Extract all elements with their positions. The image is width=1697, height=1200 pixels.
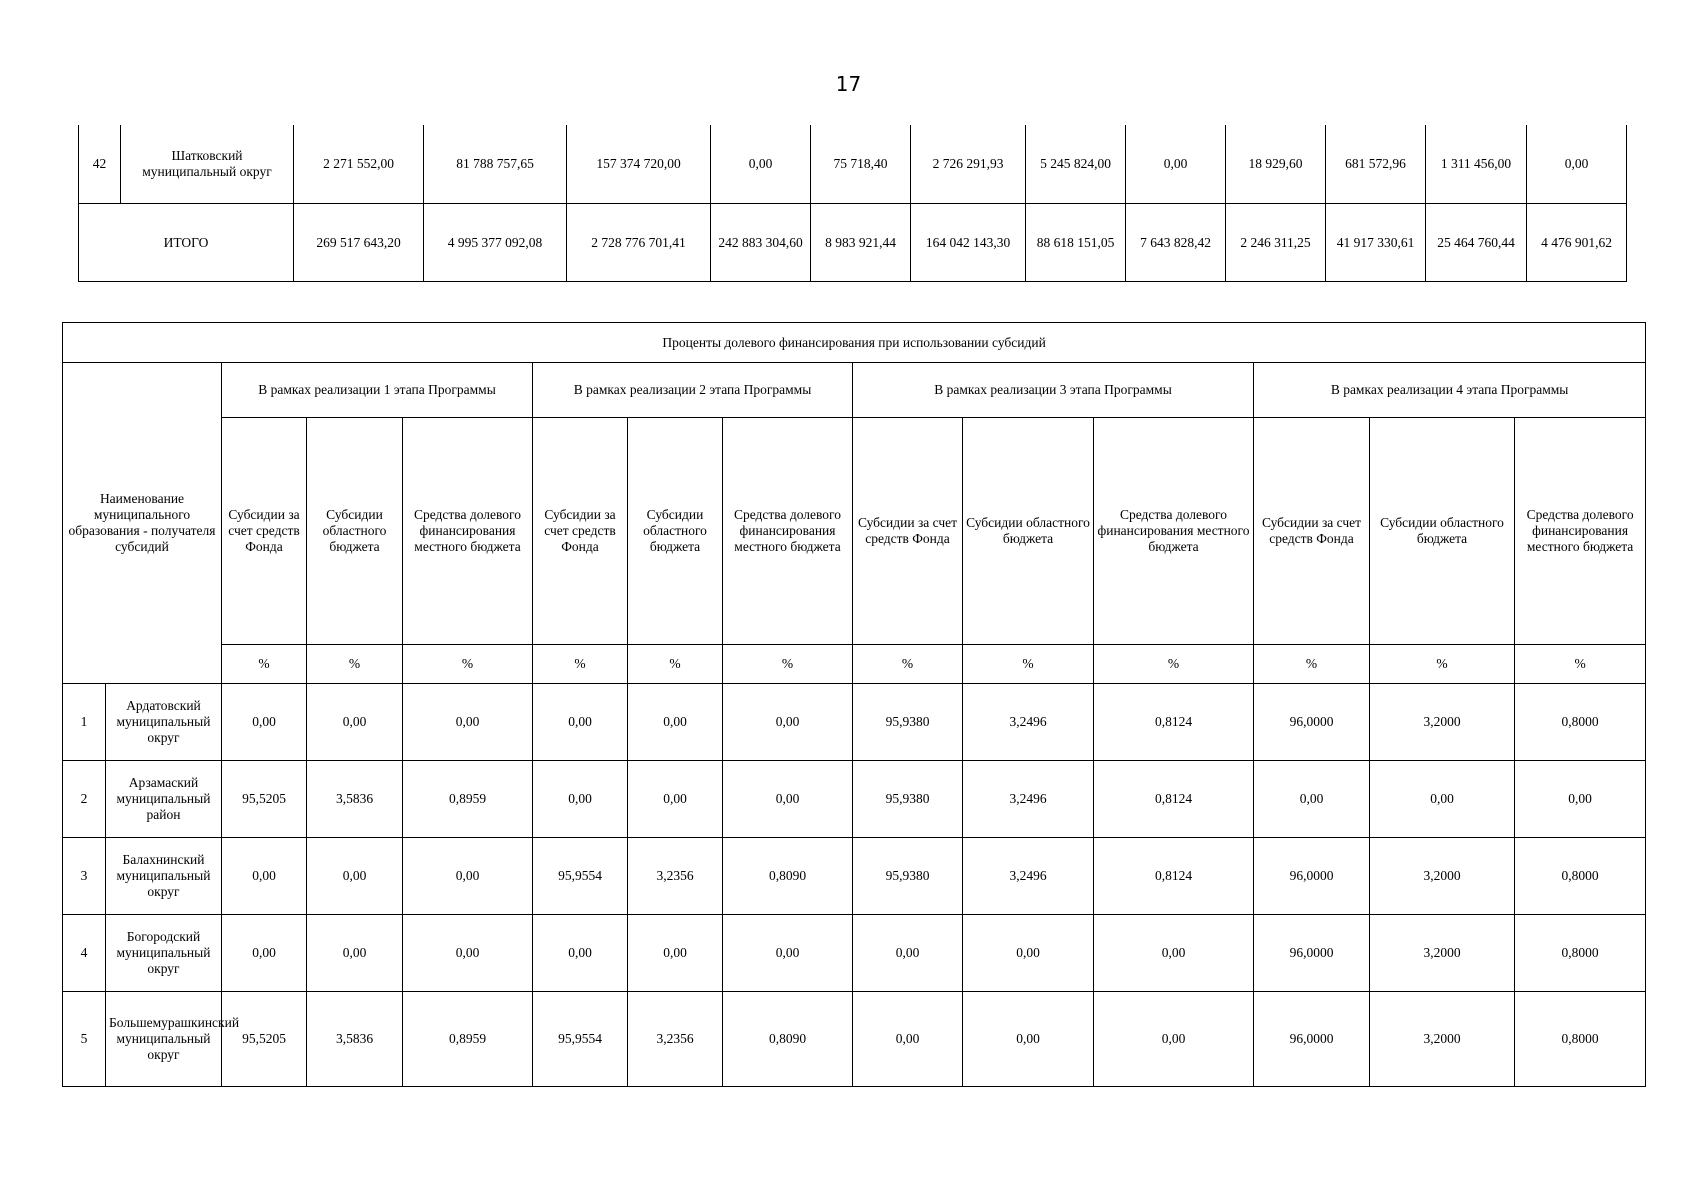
column-header: Средства долевого финансирования местного бюджета bbox=[403, 418, 533, 645]
column-header: Субсидии за счет средств Фонда bbox=[222, 418, 307, 645]
column-header: Субсидии областного бюджета bbox=[1370, 418, 1515, 645]
unit-header: % bbox=[1515, 645, 1646, 684]
cell: 0,00 bbox=[1515, 761, 1646, 838]
cell: 0,00 bbox=[307, 838, 403, 915]
cell: 681 572,96 bbox=[1326, 125, 1426, 204]
unit-header: % bbox=[533, 645, 628, 684]
cell: 164 042 143,30 bbox=[911, 204, 1026, 282]
unit-header: % bbox=[1254, 645, 1370, 684]
cell: 3,2496 bbox=[963, 838, 1094, 915]
stage-header: В рамках реализации 1 этапа Программы bbox=[222, 363, 533, 418]
cell: 0,8959 bbox=[403, 761, 533, 838]
cell: 3,2356 bbox=[628, 838, 723, 915]
table-row bbox=[63, 915, 1646, 992]
cell: 95,5205 bbox=[222, 992, 307, 1087]
cell: 4 995 377 092,08 bbox=[424, 204, 567, 282]
cell: 4 476 901,62 bbox=[1527, 204, 1627, 282]
stage-header: В рамках реализации 3 этапа Программы bbox=[853, 363, 1254, 418]
cell: 3,5836 bbox=[307, 992, 403, 1087]
page-number: 17 bbox=[835, 72, 862, 96]
cell: 0,8959 bbox=[403, 992, 533, 1087]
cell: 96,0000 bbox=[1254, 992, 1370, 1087]
cell: 0,00 bbox=[628, 761, 723, 838]
cell: 81 788 757,65 bbox=[424, 125, 567, 204]
cell: 0,00 bbox=[628, 915, 723, 992]
cell: 3,2496 bbox=[963, 684, 1094, 761]
municipality-name: Богородский муниципальный округ bbox=[106, 915, 222, 992]
cell: 0,00 bbox=[307, 684, 403, 761]
cell: 0,00 bbox=[307, 915, 403, 992]
cell: 25 464 760,44 bbox=[1426, 204, 1527, 282]
summary-table bbox=[78, 125, 1627, 282]
cell: 0,00 bbox=[723, 761, 853, 838]
cell: 0,8000 bbox=[1515, 684, 1646, 761]
table-title: Проценты долевого финансирования при использовании субсидий bbox=[63, 323, 1646, 363]
cell: 3,2000 bbox=[1370, 915, 1515, 992]
cell: 0,00 bbox=[1094, 992, 1254, 1087]
cell: 0,00 bbox=[533, 684, 628, 761]
column-header: Субсидии за счет средств Фонда bbox=[853, 418, 963, 645]
cell: 0,00 bbox=[403, 915, 533, 992]
stage-header: В рамках реализации 4 этапа Программы bbox=[1254, 363, 1646, 418]
cell: 0,8124 bbox=[1094, 838, 1254, 915]
row-number: 42 bbox=[79, 125, 121, 204]
cell: 95,9554 bbox=[533, 992, 628, 1087]
cell: 0,00 bbox=[1126, 125, 1226, 204]
cell: 0,00 bbox=[853, 915, 963, 992]
cell: 0,8090 bbox=[723, 838, 853, 915]
cell: 242 883 304,60 bbox=[711, 204, 811, 282]
cell: 88 618 151,05 bbox=[1026, 204, 1126, 282]
cell: 75 718,40 bbox=[811, 125, 911, 204]
cell: 0,00 bbox=[963, 915, 1094, 992]
unit-header: % bbox=[963, 645, 1094, 684]
column-header: Средства долевого финансирования местного бюджета bbox=[723, 418, 853, 645]
cell: 0,00 bbox=[533, 915, 628, 992]
total-row bbox=[79, 204, 1627, 282]
cell: 96,0000 bbox=[1254, 684, 1370, 761]
column-header: Субсидии областного бюджета bbox=[963, 418, 1094, 645]
municipality-name: Шатковский муниципальный округ bbox=[121, 125, 294, 204]
cell: 0,8000 bbox=[1515, 915, 1646, 992]
unit-header: % bbox=[628, 645, 723, 684]
cell: 157 374 720,00 bbox=[567, 125, 711, 204]
municipality-name: Арзамаский муниципальный район bbox=[106, 761, 222, 838]
cell: 2 246 311,25 bbox=[1226, 204, 1326, 282]
cell: 0,00 bbox=[853, 992, 963, 1087]
cell: 3,5836 bbox=[307, 761, 403, 838]
row-number: 4 bbox=[63, 915, 106, 992]
row-number: 1 bbox=[63, 684, 106, 761]
cell: 3,2356 bbox=[628, 992, 723, 1087]
cell: 95,9380 bbox=[853, 761, 963, 838]
cell: 95,5205 bbox=[222, 761, 307, 838]
column-header: Субсидии областного бюджета bbox=[628, 418, 723, 645]
cell: 3,2000 bbox=[1370, 838, 1515, 915]
cell: 5 245 824,00 bbox=[1026, 125, 1126, 204]
table-row bbox=[63, 684, 1646, 761]
cell: 0,8000 bbox=[1515, 838, 1646, 915]
row-number: 2 bbox=[63, 761, 106, 838]
cell: 8 983 921,44 bbox=[811, 204, 911, 282]
unit-header: % bbox=[1370, 645, 1515, 684]
cell: 96,0000 bbox=[1254, 838, 1370, 915]
column-header: Субсидии за счет средств Фонда bbox=[533, 418, 628, 645]
stage-header: В рамках реализации 2 этапа Программы bbox=[533, 363, 853, 418]
cell: 0,00 bbox=[711, 125, 811, 204]
cell: 0,00 bbox=[1094, 915, 1254, 992]
cell: 95,9380 bbox=[853, 684, 963, 761]
row-number: 5 bbox=[63, 992, 106, 1087]
cell: 95,9554 bbox=[533, 838, 628, 915]
cell: 0,8124 bbox=[1094, 684, 1254, 761]
column-header: Средства долевого финансирования местного бюджета bbox=[1515, 418, 1646, 645]
unit-header: % bbox=[403, 645, 533, 684]
unit-header: % bbox=[723, 645, 853, 684]
cell: 3,2000 bbox=[1370, 992, 1515, 1087]
cell: 0,00 bbox=[222, 915, 307, 992]
table-row bbox=[63, 992, 1646, 1087]
cell: 0,8124 bbox=[1094, 761, 1254, 838]
cell: 0,00 bbox=[222, 684, 307, 761]
cell: 3,2000 bbox=[1370, 684, 1515, 761]
municipality-name: Балахнинский муниципальный округ bbox=[106, 838, 222, 915]
cell: 0,00 bbox=[222, 838, 307, 915]
cell: 0,00 bbox=[723, 684, 853, 761]
cell: 0,8000 bbox=[1515, 992, 1646, 1087]
column-header: Субсидии областного бюджета bbox=[307, 418, 403, 645]
cell: 269 517 643,20 bbox=[294, 204, 424, 282]
cell: 2 271 552,00 bbox=[294, 125, 424, 204]
cell: 0,00 bbox=[963, 992, 1094, 1087]
table-row bbox=[63, 761, 1646, 838]
table-row bbox=[79, 125, 1627, 204]
name-column-header: Наименование муниципального образования - получателя субсидий bbox=[63, 363, 222, 684]
cell: 0,00 bbox=[628, 684, 723, 761]
cell: 96,0000 bbox=[1254, 915, 1370, 992]
unit-header: % bbox=[853, 645, 963, 684]
cell: 0,00 bbox=[723, 915, 853, 992]
cell: 0,00 bbox=[403, 684, 533, 761]
cell: 2 728 776 701,41 bbox=[567, 204, 711, 282]
cell: 41 917 330,61 bbox=[1326, 204, 1426, 282]
unit-header: % bbox=[222, 645, 307, 684]
municipality-name: Большемурашкинский муниципальный округ bbox=[106, 992, 222, 1087]
cell: 3,2496 bbox=[963, 761, 1094, 838]
row-number: 3 bbox=[63, 838, 106, 915]
cell: 0,00 bbox=[1527, 125, 1627, 204]
cell: 7 643 828,42 bbox=[1126, 204, 1226, 282]
column-header: Субсидии за счет средств Фонда bbox=[1254, 418, 1370, 645]
unit-header: % bbox=[1094, 645, 1254, 684]
cell: 95,9380 bbox=[853, 838, 963, 915]
unit-header: % bbox=[307, 645, 403, 684]
cell: 18 929,60 bbox=[1226, 125, 1326, 204]
cell: 2 726 291,93 bbox=[911, 125, 1026, 204]
cell: 1 311 456,00 bbox=[1426, 125, 1527, 204]
cell: 0,00 bbox=[403, 838, 533, 915]
column-header: Средства долевого финансирования местного бюджета bbox=[1094, 418, 1254, 645]
cell: 0,00 bbox=[1254, 761, 1370, 838]
table-row bbox=[63, 838, 1646, 915]
cell: 0,00 bbox=[533, 761, 628, 838]
cofinancing-table bbox=[62, 322, 1646, 1087]
cell: 0,00 bbox=[1370, 761, 1515, 838]
total-label: ИТОГО bbox=[79, 204, 294, 282]
cell: 0,8090 bbox=[723, 992, 853, 1087]
municipality-name: Ардатовский муниципальный округ bbox=[106, 684, 222, 761]
